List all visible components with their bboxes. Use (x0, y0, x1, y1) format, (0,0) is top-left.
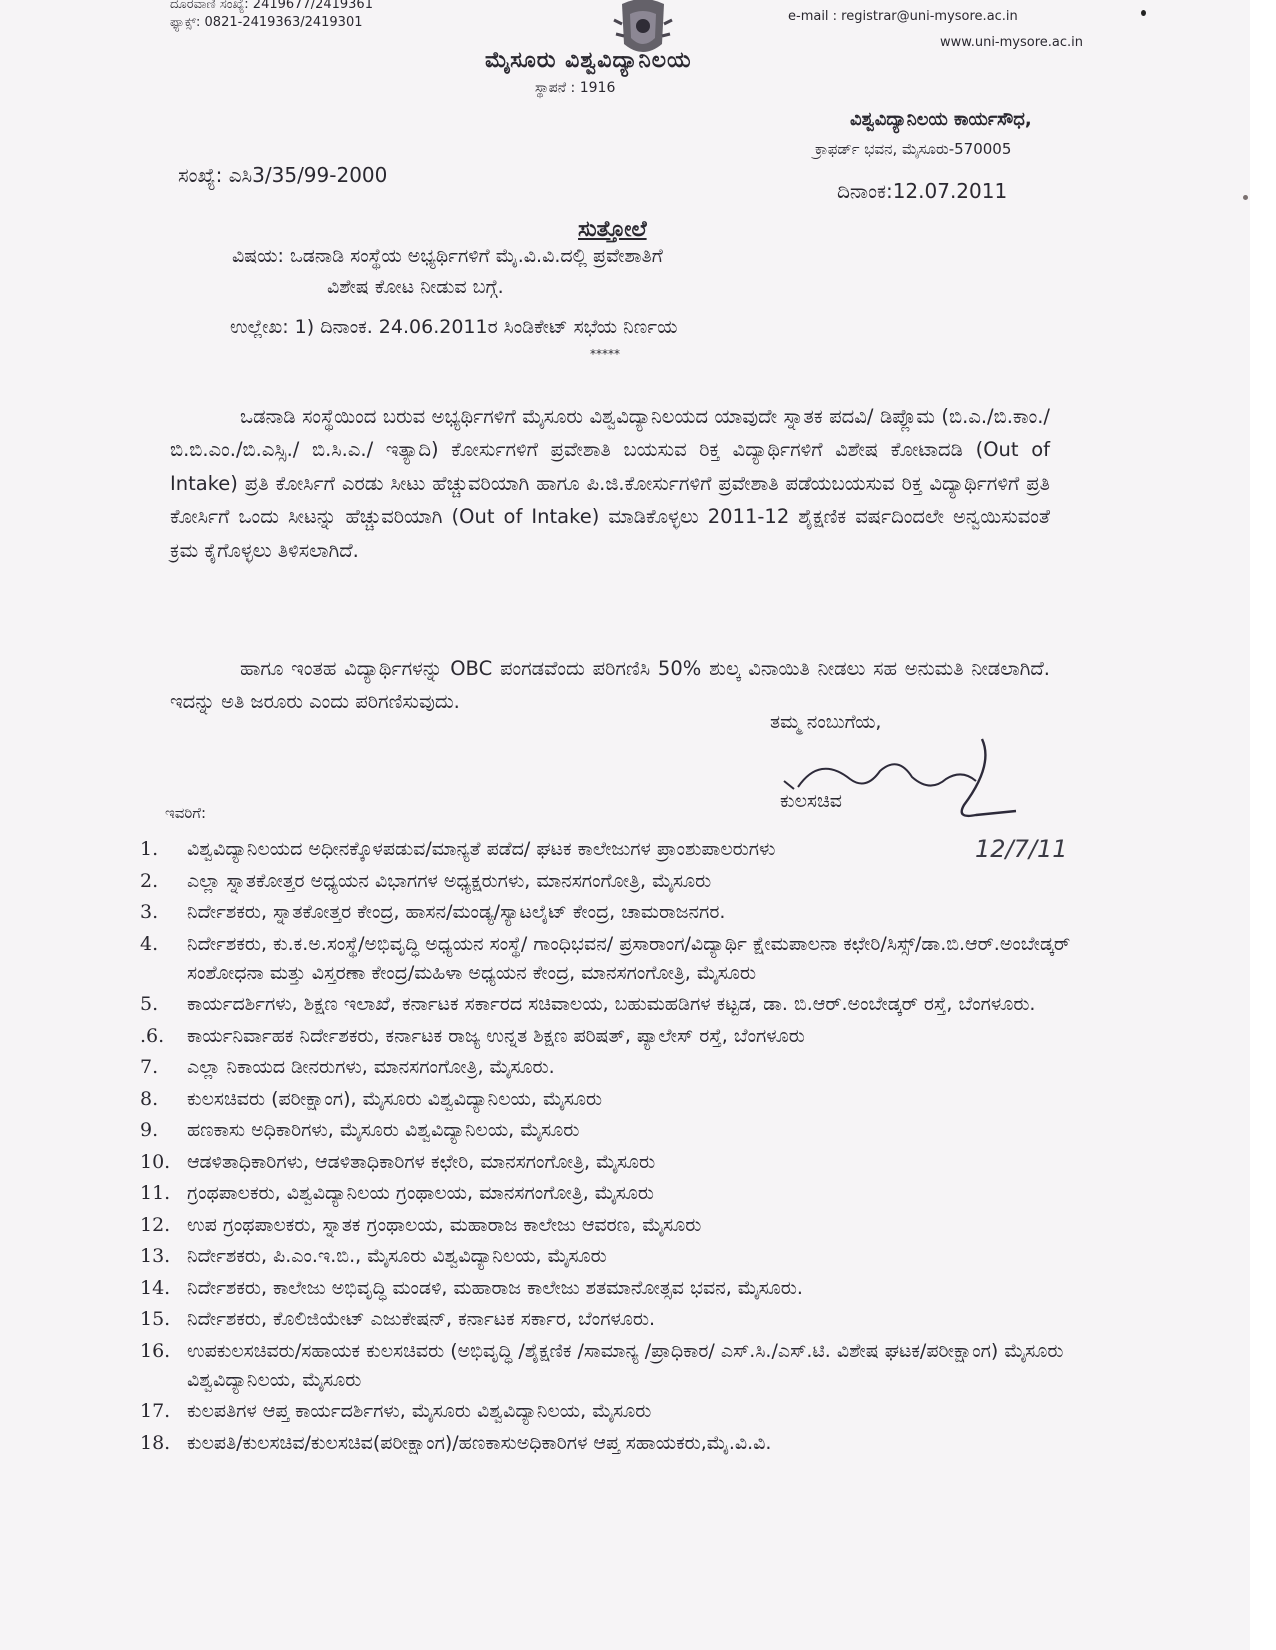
distribution-item (140, 930, 1080, 988)
distribution-item (140, 1085, 1080, 1114)
distribution-item (140, 867, 1080, 896)
paper-speck (1141, 10, 1146, 16)
distribution-item (140, 1179, 1080, 1208)
reference-number: ಸಂಖ್ಯೆ: ಎಸಿ3/35/99-2000 (178, 163, 388, 187)
email-line: e-mail : registrar@uni-mysore.ac.in (788, 9, 1018, 24)
paper-speck (1243, 195, 1248, 200)
distribution-list (140, 835, 1080, 1460)
distribution-item (140, 1429, 1080, 1458)
distribution-item-number: 13. (140, 1245, 171, 1267)
distribution-item (140, 1397, 1080, 1426)
distribution-item-text: ಉಪ ಗ್ರಂಥಪಾಲಕರು, ಸ್ನಾತಕ ಗ್ರಂಥಾಲಯ, ಮಹಾರಾಜ ಕಾಲೇಜು ಆವರಣ, ಮೈಸೂರು (187, 1213, 702, 1236)
scan-margin (1250, 0, 1276, 1650)
distribution-item (140, 1116, 1080, 1145)
distribution-item-number: 18. (140, 1431, 171, 1454)
distribution-item-text: ಕುಲಪತಿಗಳ ಆಪ್ತ ಕಾರ್ಯದರ್ಶಿಗಳು, ಮೈಸೂರು ವಿಶ್ವವಿದ್ಯಾನಿಲಯ, ಮೈಸೂರು (187, 1400, 652, 1422)
distribution-item (140, 990, 1080, 1019)
signer-designation: ಕುಲಸಚಿವ (780, 790, 842, 812)
distribution-item (140, 1148, 1080, 1177)
distribution-item-text: ಗ್ರಂಥಪಾಲಕರು, ವಿಶ್ವವಿದ್ಯಾನಿಲಯ ಗ್ರಂಥಾಲಯ, ಮಾನಸಗಂಗೋತ್ರಿ, ಮೈಸೂರು (187, 1182, 654, 1204)
distribution-item (140, 1337, 1080, 1395)
distribution-item-text: ಕಾರ್ಯನಿರ್ವಾಹಕ ನಿರ್ದೇಶಕರು, ಕರ್ನಾಟಕ ರಾಜ್ಯ ಉನ್ನತ ಶಿಕ್ಷಣ ಪರಿಷತ್, ಪ್ಯಾಲೇಸ್ ರಸ್ತೆ, ಬೆಂಗಳೂರು (187, 1024, 805, 1047)
distribution-item (140, 1242, 1080, 1271)
phone-line: ದೂರವಾಣಿ ಸಂಖ್ಯೆ: 2419677/2419361 (170, 0, 373, 12)
distribution-item-number: 1. (140, 838, 159, 860)
distribution-item-number: 16. (140, 1339, 171, 1362)
distribution-item-text: ಉಪಕುಲಸಚಿವರು/ಸಹಾಯಕ ಕುಲಸಚಿವರು (ಅಭಿವೃದ್ಧಿ /ಶೈಕ್ಷಣಿಕ /ಸಾಮಾನ್ಯ /ಪ್ರಾಧಿಕಾರ/ ಎಸ್.ಸಿ./ಎಸ್.ಟಿ. ವಿಶೇಷ ಘಟಕ/ಪರೀಕ್ಷಾಂಗ) ಮೈಸೂರು ವಿಶ್ವವಿದ್ಯಾನಿಲಯ, ಮೈಸೂರು (187, 1339, 1064, 1391)
distribution-item-text: ಎಲ್ಲಾ ನಿಕಾಯದ ಡೀನರುಗಳು, ಮಾನಸಗಂಗೋತ್ರಿ, ಮೈಸೂರು. (187, 1056, 555, 1078)
distribution-item-number: 10. (140, 1150, 171, 1173)
distribution-item-text: ನಿರ್ದೇಶಕರು, ಪಿ.ಎಂ.ಇ.ಬಿ., ಮೈಸೂರು ವಿಶ್ವವಿದ್ಯಾನಿಲಯ, ಮೈಸೂರು (187, 1245, 607, 1267)
distribution-item-text: ಕುಲಸಚಿವರು (ಪರೀಕ್ಷಾಂಗ), ಮೈಸೂರು ವಿಶ್ವವಿದ್ಯಾನಿಲಯ, ಮೈಸೂರು (187, 1087, 603, 1110)
distribution-item-text: ಎಲ್ಲಾ ಸ್ನಾತಕೋತ್ತರ ಅಧ್ಯಯನ ವಿಭಾಗಗಳ ಅಧ್ಯಕ್ಷರುಗಳು, ಮಾನಸಗಂಗೋತ್ರಿ, ಮೈಸೂರು (187, 869, 712, 892)
distribution-item (140, 1053, 1080, 1082)
distribution-item (140, 1305, 1080, 1334)
recipients-label: ಇವರಿಗೆ: (165, 804, 207, 822)
distribution-item-text: ನಿರ್ದೇಶಕರು, ಕೊಲಿಜಿಯೇಟ್ ಎಜುಕೇಷನ್, ಕರ್ನಾಟಕ ಸರ್ಕಾರ, ಬೆಂಗಳೂರು. (187, 1308, 656, 1330)
body-paragraph-2: ಹಾಗೂ ಇಂತಹ ವಿದ್ಯಾರ್ಥಿಗಳನ್ನು OBC ಪಂಗಡವೆಂದು ಪರಿಗಣಿಸಿ 50% ಶುಲ್ಕ ವಿನಾಯಿತಿ ನೀಡಲು ಸಹ ಅನುಮತಿ ನೀಡಲಾಗಿದೆ. ಇದನ್ನು ಅತಿ ಜರೂರು ಎಂದು ಪರಿಗಣಿಸುವುದು. (170, 656, 1050, 713)
distribution-item (140, 1022, 1080, 1051)
distribution-item-number: .6. (140, 1024, 165, 1047)
distribution-item-number: 14. (140, 1276, 171, 1299)
reference-line: ಉಲ್ಲೇಖ: 1) ದಿನಾಂಕ. 24.06.2011ರ ಸಿಂಡಿಕೇಟ್ ಸಭೆಯ ನಿರ್ಣಯ (230, 316, 678, 338)
distribution-item-text: ವಿಶ್ವವಿದ್ಯಾನಿಲಯದ ಅಧೀನಕ್ಕೊಳಪಡುವ/ಮಾನ್ಯತೆ ಪಡೆದ/ ಘಟಕ ಕಾಲೇಜುಗಳ ಪ್ರಾಂಶುಪಾಲರುಗಳು (187, 838, 776, 860)
distribution-item-text: ಕುಲಪತಿ/ಕುಲಸಚಿವ/ಕುಲಸಚಿವ(ಪರೀಕ್ಷಾಂಗ)/ಹಣಕಾಸುಅಧಿಕಾರಿಗಳ ಆಪ್ತ ಸಹಾಯಕರು,ಮೈ.ವಿ.ವಿ. (187, 1431, 772, 1454)
university-name: ಮೈಸೂರು ವಿಶ್ವವಿದ್ಯಾನಿಲಯ (485, 48, 692, 73)
distribution-item-number: 8. (140, 1087, 159, 1110)
distribution-item-number: 9. (140, 1119, 159, 1141)
distribution-item-number: 11. (140, 1182, 171, 1204)
distribution-item (140, 1211, 1080, 1240)
letter-date: ದಿನಾಂಕ:12.07.2011 (837, 179, 1008, 203)
distribution-item-number: 4. (140, 932, 159, 955)
office-address: ಕ್ರಾಫರ್ಡ್ ಭವನ, ಮೈಸೂರು-570005 (815, 140, 1012, 158)
distribution-item-number: 3. (140, 901, 159, 923)
distribution-item-number: 7. (140, 1056, 159, 1078)
distribution-item-number: 12. (140, 1213, 171, 1236)
circular-title: ಸುತ್ತೋಲೆ (578, 217, 647, 242)
distribution-item-number: 15. (140, 1308, 171, 1330)
distribution-item-text: ನಿರ್ದೇಶಕರು, ಸ್ನಾತಕೋತ್ತರ ಕೇಂದ್ರ, ಹಾಸನ/ಮಂಡ್ಯ/ಸ್ಯಾಟಲೈಟ್ ಕೇಂದ್ರ, ಚಾಮರಾಜನಗರ. (187, 901, 726, 923)
distribution-item (140, 1274, 1080, 1303)
separator: ***** (590, 347, 620, 361)
closing-salutation: ತಮ್ಮ ನಂಬುಗೆಯ, (770, 711, 882, 733)
distribution-item-text: ನಿರ್ದೇಶಕರು, ಕಾಲೇಜು ಅಭಿವೃದ್ಧಿ ಮಂಡಳಿ, ಮಹಾರಾಜ ಕಾಲೇಜು ಶತಮಾನೋತ್ಸವ ಭವನ, ಮೈಸೂರು. (187, 1276, 803, 1299)
distribution-item-text: ನಿರ್ದೇಶಕರು, ಕು.ಕ.ಅ.ಸಂಸ್ಥೆ/ಅಭಿವೃದ್ಧಿ ಅಧ್ಯಯನ ಸಂಸ್ಥೆ/ ಗಾಂಧಿಭವನ/ ಪ್ರಸಾರಾಂಗ/ವಿದ್ಯಾರ್ಥಿ ಕ್ಷೇಮಪಾಲನಾ ಕಛೇರಿ/ಸಿಸ್ಸ್/ಡಾ.ಬಿ.ಆರ್.ಅಂಬೇಡ್ಕರ್ ಸಂಶೋಧನಾ ಮತ್ತು ವಿಸ್ತರಣಾ ಕೇಂದ್ರ/ಮಹಿಳಾ ಅಧ್ಯಯನ ಕೇಂದ್ರ, ಮಾನಸಗಂಗೋತ್ರಿ, ಮೈಸೂರು (187, 932, 1071, 984)
handwritten-date: 12/7/11 (975, 835, 1068, 863)
distribution-item-number: 5. (140, 993, 159, 1015)
established-year: ಸ್ಥಾಪನೆ : 1916 (535, 80, 616, 96)
subject-line-continued: ವಿಶೇಷ ಕೋಟ ನೀಡುವ ಬಗ್ಗೆ. (327, 276, 504, 298)
distribution-item-text: ಕಾರ್ಯದರ್ಶಿಗಳು, ಶಿಕ್ಷಣ ಇಲಾಖೆ, ಕರ್ನಾಟಕ ಸರ್ಕಾರದ ಸಚಿವಾಲಯ, ಬಹುಮಹಡಿಗಳ ಕಟ್ಟಡ, ಡಾ. ಬಿ.ಆರ್.ಅಂಬೇಡ್ಕರ್ ರಸ್ತೆ, ಬೆಂಗಳೂರು. (187, 993, 1036, 1015)
distribution-item (140, 898, 1080, 927)
office-name: ವಿಶ್ವವಿದ್ಯಾನಿಲಯ ಕಾರ್ಯಸೌಧ, (850, 109, 1032, 130)
distribution-item-number: 17. (140, 1400, 171, 1422)
body-paragraph-1: ಒಡನಾಡಿ ಸಂಸ್ಥೆಯಿಂದ ಬರುವ ಅಭ್ಯರ್ಥಿಗಳಿಗೆ ಮೈಸೂರು ವಿಶ್ವವಿದ್ಯಾನಿಲಯದ ಯಾವುದೇ ಸ್ನಾತಕ ಪದವಿ/ ಡಿಪ್ಲೊಮ (ಬಿ.ಎ./ಬಿ.ಕಾಂ./ಬಿ.ಬಿ.ಎಂ./ಬಿ.ಎಸ್ಸಿ./ ಬಿ.ಸಿ.ಎ./ ಇತ್ಯಾದಿ) ಕೋರ್ಸುಗಳಿಗೆ ಪ್ರವೇಶಾತಿ ಬಯಸುವ ರಿಕ್ತ ವಿದ್ಯಾರ್ಥಿಗಳಿಗೆ ವಿಶೇಷ ಕೋಟಾದಡಿ (Out of Intake) ಪ್ರತಿ ಕೋರ್ಸಿಗೆ ಎರಡು ಸೀಟು ಹೆಚ್ಚುವರಿಯಾಗಿ ಹಾಗೂ ಪಿ.ಜಿ.ಕೋರ್ಸುಗಳಿಗೆ ಪ್ರವೇಶಾತಿ ಪಡೆಯಬಯಸುವ ರಿಕ್ತ ವಿದ್ಯಾರ್ಥಿಗಳಿಗೆ ಪ್ರತಿ ಕೋರ್ಸಿಗೆ ಒಂದು ಸೀಟನ್ನು ಹೆಚ್ಚುವರಿಯಾಗಿ (Out of Intake) ಮಾಡಿಕೊಳ್ಳಲು 2011-12 ಶೈಕ್ಷಣಿಕ ವರ್ಷದಿಂದಲೇ ಅನ್ವಯಿಸುವಂತೆ ಕ್ರಮ ಕೈಗೊಳ್ಳಲು ತಿಳಿಸಲಾಗಿದೆ. (170, 404, 1050, 562)
distribution-item (140, 835, 1080, 864)
fax-line: ಫ್ಯಾಕ್ಸ್: 0821-2419363/2419301 (170, 15, 363, 30)
distribution-item-text: ಆಡಳಿತಾಧಿಕಾರಿಗಳು, ಆಡಳಿತಾಧಿಕಾರಿಗಳ ಕಛೇರಿ, ಮಾನಸಗಂಗೋತ್ರಿ, ಮೈಸೂರು (187, 1150, 656, 1173)
distribution-item-number: 2. (140, 869, 159, 892)
distribution-item-text: ಹಣಕಾಸು ಅಧಿಕಾರಿಗಳು, ಮೈಸೂರು ವಿಶ್ವವಿದ್ಯಾನಿಲಯ, ಮೈಸೂರು (187, 1119, 580, 1141)
subject-line: ವಿಷಯ: ಒಡನಾಡಿ ಸಂಸ್ಥೆಯ ಅಭ್ಯರ್ಥಿಗಳಿಗೆ ಮೈ.ವಿ.ವಿ.ದಲ್ಲಿ ಪ್ರವೇಶಾತಿಗೆ (232, 245, 663, 267)
website-line: www.uni-mysore.ac.in (940, 35, 1083, 50)
